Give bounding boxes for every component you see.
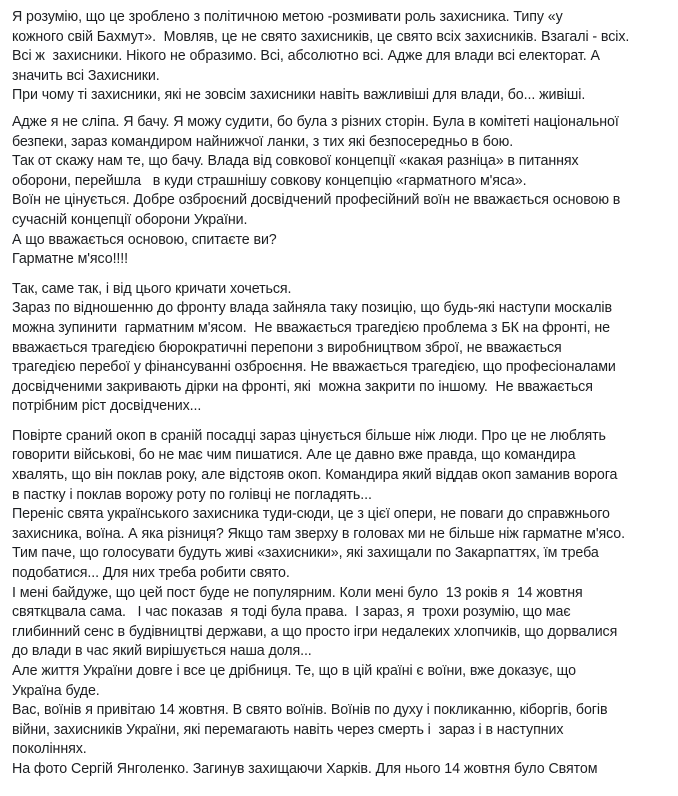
text-line: святкцвала сама. І час показав я тоді була права. І зараз, я трохи розумію, що має [12, 603, 571, 621]
text-line: вважається трагедією бюрократичні перепони з виробництвом зброї, не вважається [12, 338, 562, 356]
text-line: Гарматне м'ясо!!!! [12, 250, 129, 268]
text-line: Переніс свята українського захисника туди-сюди, це з цієї опери, не поваги до справжнього [12, 505, 610, 523]
text-line: Вас, воїнів я привітаю 14 жовтня. В свято воїнів. Воїнів по духу і покликанню, кіборгів, богів [12, 701, 608, 719]
post-content [12, 7, 668, 779]
text-line: При чому ті захисники, які не зовсім захисники навіть важливіші для влади, бо... живіші. [12, 86, 586, 104]
text-line: досвідченими закривають дірки на фронті, які можна закрити по іншому. Не вважається [12, 377, 593, 395]
paragraph-block [12, 112, 668, 269]
text-line: говорити військові, бо не має чим пишатися. Але це давно вже правда, що командира [12, 446, 576, 464]
text-line: поколіннях. [12, 740, 87, 758]
text-line: Адже я не сліпа. Я бачу. Я можу судити, бо була з різних сторін. Була в комітеті національної [12, 112, 619, 130]
text-line: Повірте сраний окоп в сраній посадці зараз цінується більше ніж люди. Про це не люблять [12, 426, 606, 444]
text-line: безпеки, зараз командиром найнижчої ланки, з тих які безпосередньо в бою. [12, 132, 514, 150]
text-line: подобатися... Для них треба робити свято. [12, 564, 290, 582]
paragraph-block [12, 7, 668, 105]
text-line: Україна буде. [12, 681, 100, 699]
text-line: Я розумію, що це зроблено з політичною метою -розмивати роль захисника. Типу «у [12, 8, 563, 25]
text-line: кожного свій Бахмут». Мовляв, це не свято захисників, це свято всіх захисників. Взагалі - всіх. [12, 27, 630, 45]
paragraph-block [12, 279, 668, 416]
text-line: глибинний сенс в будівництві держави, а що просто ігри недалеких хлопчиків, що дорвалися [12, 622, 618, 640]
text-line: А що вважається основою, спитаєте ви? [12, 230, 277, 248]
text-line: Всі ж захисники. Нікого не образимо. Всі, абсолютно всі. Адже для влади всі електорат. А [12, 47, 600, 65]
text-line: хвалять, що він поклав року, але відстояв окоп. Командира який віддав окоп заманив ворога [12, 466, 618, 484]
text-line: Зараз по відношенню до фронту влада зайняла таку позицію, що будь-які наступи москалів [12, 299, 612, 317]
text-line: оборони, перейшла в куди страшнішу совкову концепцію «гарматного м'яса». [12, 171, 527, 189]
paragraph-block [12, 426, 668, 779]
text-line: можна зупинити гарматним м'ясом. Не вважається трагедією проблема з БК на фронті, не [12, 318, 611, 336]
text-line: захисника, воїна. А яка різниця? Якщо там зверху в головах ми не більше ніж гарматне м'ясо. [12, 524, 626, 542]
text-line: Так от скажу нам те, що бачу. Влада від совкової концепції «какая разніца» в питаннях [12, 152, 579, 170]
text-line: війни, захисників України, які перемагають навіть через смерть і зараз і в наступних [12, 720, 564, 738]
text-line: Тим паче, що голосувати будуть живі «захисники», які захищали по Закарпаттях, їм треба [12, 544, 599, 562]
text-line: в пастку і поклав ворожу роту по голівці не погладять... [12, 485, 372, 503]
text-line: Але життя України довге і все це дрібниця. Те, що в цій країні є воїни, вже доказує, що [12, 662, 576, 679]
text-line: Так, саме так, і від цього кричати хочеться. [12, 279, 292, 297]
text-line: Воїн не цінується. Добре озброєний досвідчений професійний воїн не вважається основою в [12, 191, 621, 209]
text-line: потрібним ріст досвідчених... [12, 397, 202, 415]
text-line: до влади в час який вирішується наша доля... [12, 642, 312, 660]
text-line: І мені байдуже, що цей пост буде не популярним. Коли мені було 13 років я 14 жовтня [12, 583, 583, 601]
text-line: значить всі Захисники. [12, 66, 160, 84]
text-line: сучасній концепції оборони України. [12, 210, 248, 228]
text-line: трагедією перебої у фінансуванні озброєння. Не вважається трагедією, що професіоналами [12, 358, 616, 376]
text-line: На фото Сергій Янголенко. Загинув захищаючи Харків. Для нього 14 жовтня було Святом [12, 759, 598, 777]
